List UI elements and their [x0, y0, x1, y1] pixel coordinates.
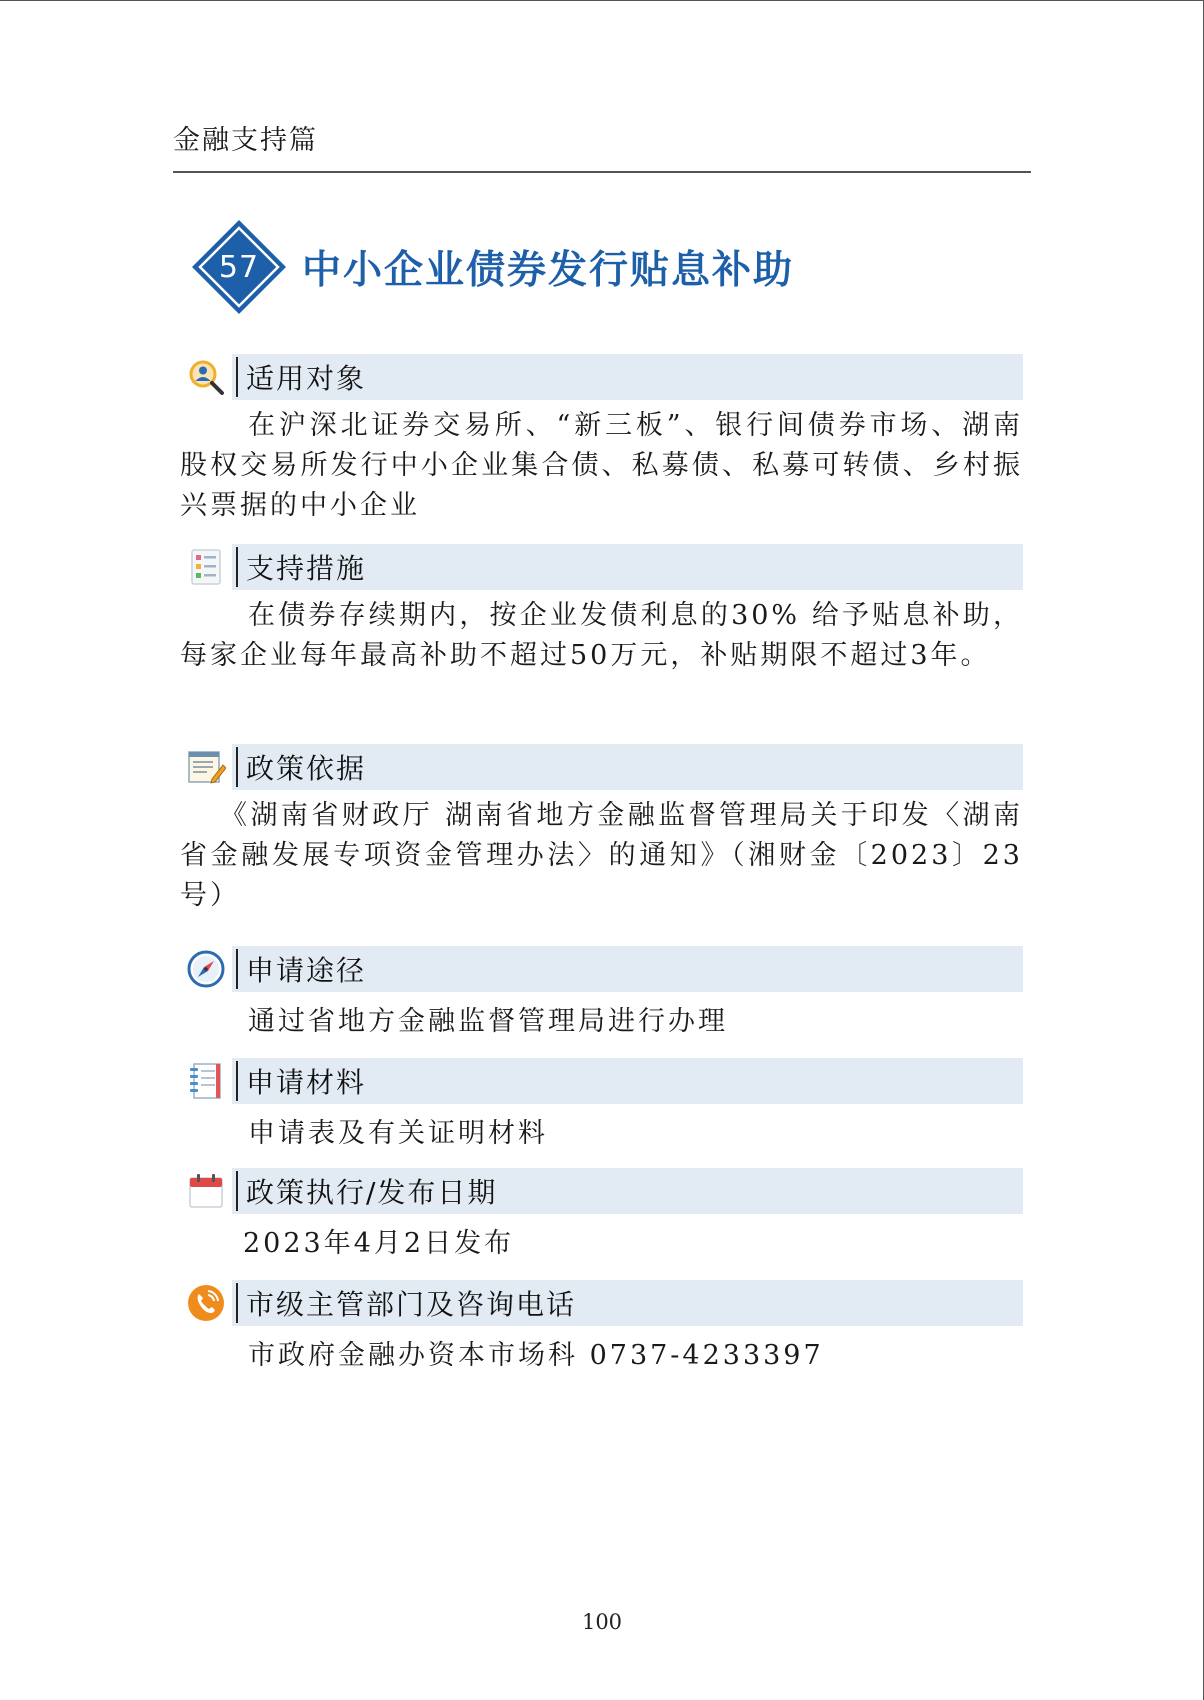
- section-heading: 适用对象: [246, 362, 367, 395]
- search-person-icon: [180, 354, 232, 400]
- section-application-materials: [180, 1058, 1023, 1154]
- section-support-measures: [180, 544, 1023, 676]
- section-divider: [236, 949, 238, 989]
- section-header: [180, 1280, 1023, 1326]
- section-body: 申请表及有关证明材料: [248, 1118, 548, 1149]
- section-header: [180, 744, 1023, 790]
- section-effective-date: [180, 1168, 1023, 1264]
- badge-number: 57: [218, 249, 260, 285]
- section-body: 《湖南省财政厅 湖南省地方金融监督管理局关于印发〈湖南省金融发展专项资金管理办法〉的通知》（湘财金〔2023〕23号）: [180, 800, 1023, 911]
- header-rule: [173, 171, 1031, 173]
- section-divider: [236, 547, 238, 587]
- section-header: [180, 354, 1023, 400]
- page-number: 100: [581, 1610, 623, 1634]
- section-divider: [236, 1171, 238, 1211]
- section-body: 2023年4月2日发布: [243, 1228, 515, 1259]
- section-header: [180, 1058, 1023, 1104]
- section-divider: [236, 357, 238, 397]
- phone-icon: [180, 1280, 232, 1326]
- section-divider: [236, 1061, 238, 1101]
- section-body: 在沪深北证券交易所、“新三板”、银行间债券市场、湖南股权交易所发行中小企业集合债、私募债、私募可转债、乡村振兴票据的中小企业: [180, 410, 1023, 521]
- title-block: [190, 218, 794, 316]
- section-header: [180, 946, 1023, 992]
- compass-icon: [180, 946, 232, 992]
- document-pen-icon: [180, 744, 232, 790]
- section-heading: 市级主管部门及咨询电话: [246, 1288, 577, 1321]
- section-heading: 申请途径: [246, 954, 367, 987]
- section-divider: [236, 1283, 238, 1323]
- section-heading: 政策执行/发布日期: [246, 1176, 498, 1209]
- section-body: 通过省地方金融监督管理局进行办理: [248, 1006, 728, 1037]
- section-header: [180, 1168, 1023, 1214]
- section-contact: [180, 1280, 1023, 1376]
- section-heading: 申请材料: [246, 1066, 367, 1099]
- running-head: 金融支持篇: [173, 125, 318, 156]
- section-header: [180, 544, 1023, 590]
- section-divider: [236, 747, 238, 787]
- section-heading: 支持措施: [246, 552, 367, 585]
- page-title: 中小企业债券发行贴息补助: [302, 248, 795, 293]
- section-application-channel: [180, 946, 1023, 1042]
- section-body: 在债券存续期内，按企业发债利息的30% 给予贴息补助，每家企业每年最高补助不超过50万元，补贴期限不超过3年。: [180, 600, 1023, 671]
- notebook-icon: [180, 1058, 232, 1104]
- section-heading: 政策依据: [246, 752, 367, 785]
- section-body: 市政府金融办资本市场科 0737-4233397: [248, 1340, 824, 1371]
- checklist-icon: [180, 544, 232, 590]
- calendar-icon: [180, 1168, 232, 1214]
- section-policy-basis: [180, 744, 1023, 916]
- number-badge: [190, 218, 288, 316]
- section-applicable-targets: [180, 354, 1023, 526]
